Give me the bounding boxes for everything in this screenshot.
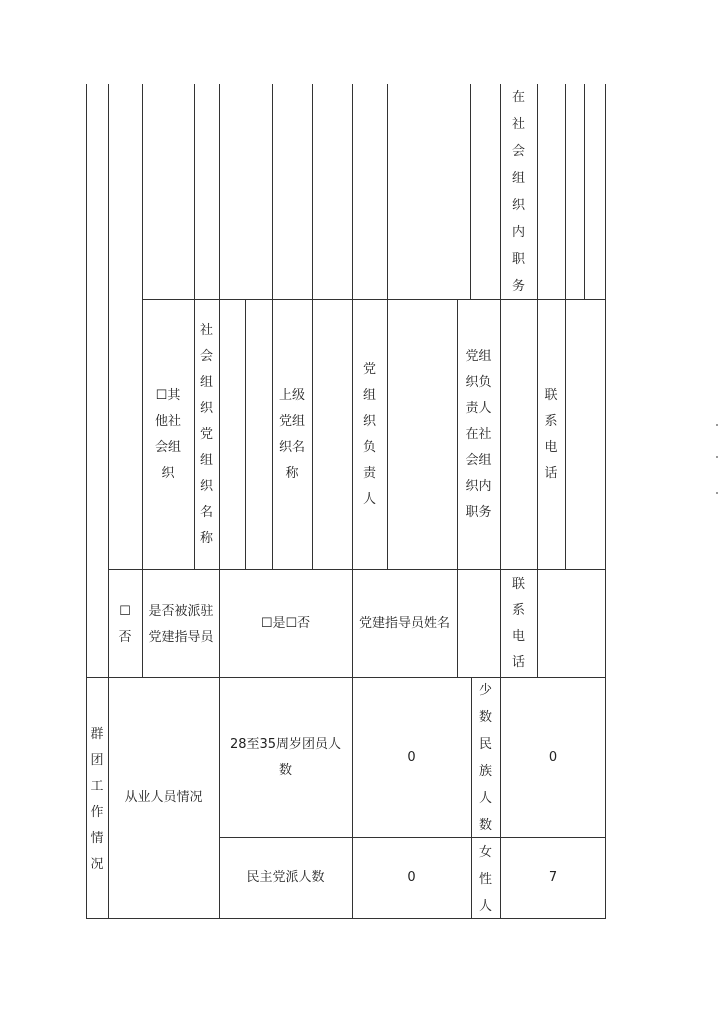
party-leader-label: 党组织负责人: [362, 362, 376, 507]
superior-party-name-label: 上级党组织名称: [278, 388, 305, 481]
org-party-name-label: 社会组织党组织名称: [199, 323, 213, 546]
contact-phone-label-2: 联系电话: [511, 577, 525, 670]
instructor-name-label: 党建指导员姓名: [358, 615, 450, 631]
scan-speck: [716, 492, 718, 494]
dispatched-question: 是否被派驻党建指导员: [148, 604, 214, 645]
female-count-value: 7: [548, 870, 558, 885]
youth-count-label: 28至35周岁团员人数: [229, 736, 342, 778]
group-work-title: 群团工作情况: [90, 727, 104, 872]
in-org-position-label: 在社会组织内职务: [511, 90, 525, 294]
contact-phone-label: 联系电话: [544, 388, 558, 481]
no-option: ☐否: [118, 604, 132, 645]
minority-count-value: 0: [548, 749, 558, 765]
youth-count-value: 0: [407, 749, 416, 765]
democratic-party-value: 0: [407, 870, 416, 885]
employee-info-label: 从业人员情况: [124, 790, 203, 805]
other-org-option: ☐其他社会组织: [154, 388, 181, 481]
minority-count-label: 少数民族人数: [478, 683, 492, 833]
democratic-party-label: 民主党派人数: [246, 870, 325, 885]
scan-speck: [716, 424, 718, 426]
leader-position-label: 党组织负责人在社会组织内职务: [465, 349, 492, 520]
female-count-label: 女性人: [478, 844, 492, 914]
scan-speck: [716, 456, 718, 458]
yes-no-option: ☐是☐否: [260, 615, 311, 631]
